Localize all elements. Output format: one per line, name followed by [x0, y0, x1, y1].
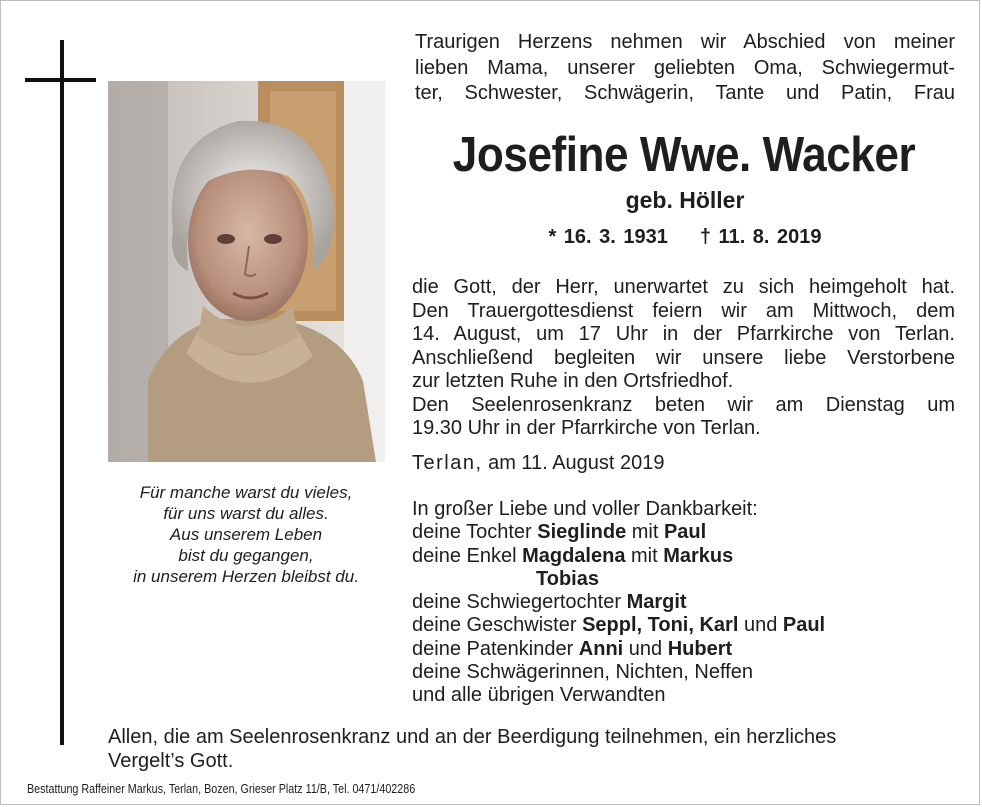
- birth-date: * 16. 3. 1931: [548, 226, 668, 248]
- mourners-list: [412, 498, 957, 708]
- intro-line: ter, Schwester, Schwägerin, Tante und Patin, Frau: [415, 82, 955, 104]
- poem-line: für uns warst du alles.: [163, 504, 329, 523]
- intro-text: [415, 30, 955, 107]
- portrait-photo: [108, 81, 385, 462]
- announcement-line: zur letzten Ruhe in den Ortsfriedhof.: [412, 370, 734, 392]
- announcement-line: Den Seelenrosenkranz beten wir am Dienstag um: [412, 393, 955, 416]
- announcement-line: Anschließend begleiten wir unsere liebe Verstorbene: [412, 346, 955, 369]
- announcement-line: 19.30 Uhr in der Pfarrkirche von Terlan.: [412, 417, 761, 439]
- list-item: deine Enkel Magdalena mit Markus: [412, 544, 734, 567]
- birth-name: geb. Höller: [625, 187, 745, 213]
- list-item: deine Patenkinder Anni und Hubert: [412, 637, 733, 660]
- town: Terlan,: [412, 452, 483, 474]
- notice-date: am 11. August 2019: [488, 452, 665, 474]
- cross-icon-bar: [25, 78, 96, 82]
- list-item: deine Schwägerinnen, Nichten, Neffen: [412, 661, 753, 684]
- closing-line: Allen, die am Seelenrosenkranz und an der Beerdigung teilnehmen, ein herzliches: [108, 726, 837, 748]
- announcement-line: Den Trauergottesdienst feiern wir am Mittwoch, dem: [412, 299, 955, 322]
- poem-line: in unserem Herzen bleibst du.: [133, 567, 359, 586]
- announcement-text: [412, 276, 955, 441]
- memorial-poem: [100, 482, 392, 587]
- place-and-date: [412, 451, 665, 475]
- intro-line: lieben Mama, unserer geliebten Oma, Schwiegermut-: [415, 56, 955, 79]
- list-item: und alle übrigen Verwandten: [412, 684, 666, 707]
- mourners-heading: In großer Liebe und voller Dankbarkeit:: [412, 498, 758, 520]
- intro-line: Traurigen Herzens nehmen wir Abschied von meiner: [415, 31, 955, 53]
- list-item: deine Geschwister Seppl, Toni, Karl und Paul: [412, 614, 826, 637]
- deceased-name: Josefine Wwe. Wacker: [452, 128, 916, 182]
- funeral-home-footer: Bestattung Raffeiner Markus, Terlan, Bozen, Grieser Platz 11/B, Tel. 0471/402286: [27, 782, 416, 796]
- list-item: deine Schwiegertochter Margit: [412, 591, 687, 614]
- closing-text: [108, 726, 955, 773]
- announcement-line: 14. August, um 17 Uhr in der Pfarrkirche von Terlan.: [412, 323, 955, 345]
- death-date: † 11. 8. 2019: [699, 226, 822, 248]
- announcement-line: die Gott, der Herr, unerwartet zu sich heimgeholt hat.: [412, 276, 955, 298]
- poem-line: Für manche warst du vieles,: [139, 483, 353, 502]
- life-dates: [415, 225, 955, 249]
- poem-line: bist du gegangen,: [178, 546, 314, 565]
- list-item: deine Tochter Sieglinde mit Paul: [412, 521, 707, 544]
- closing-line: Vergelt’s Gott.: [108, 749, 234, 772]
- list-item: Tobias: [536, 567, 599, 590]
- cross-icon: [60, 40, 64, 745]
- poem-line: Aus unserem Leben: [169, 525, 323, 544]
